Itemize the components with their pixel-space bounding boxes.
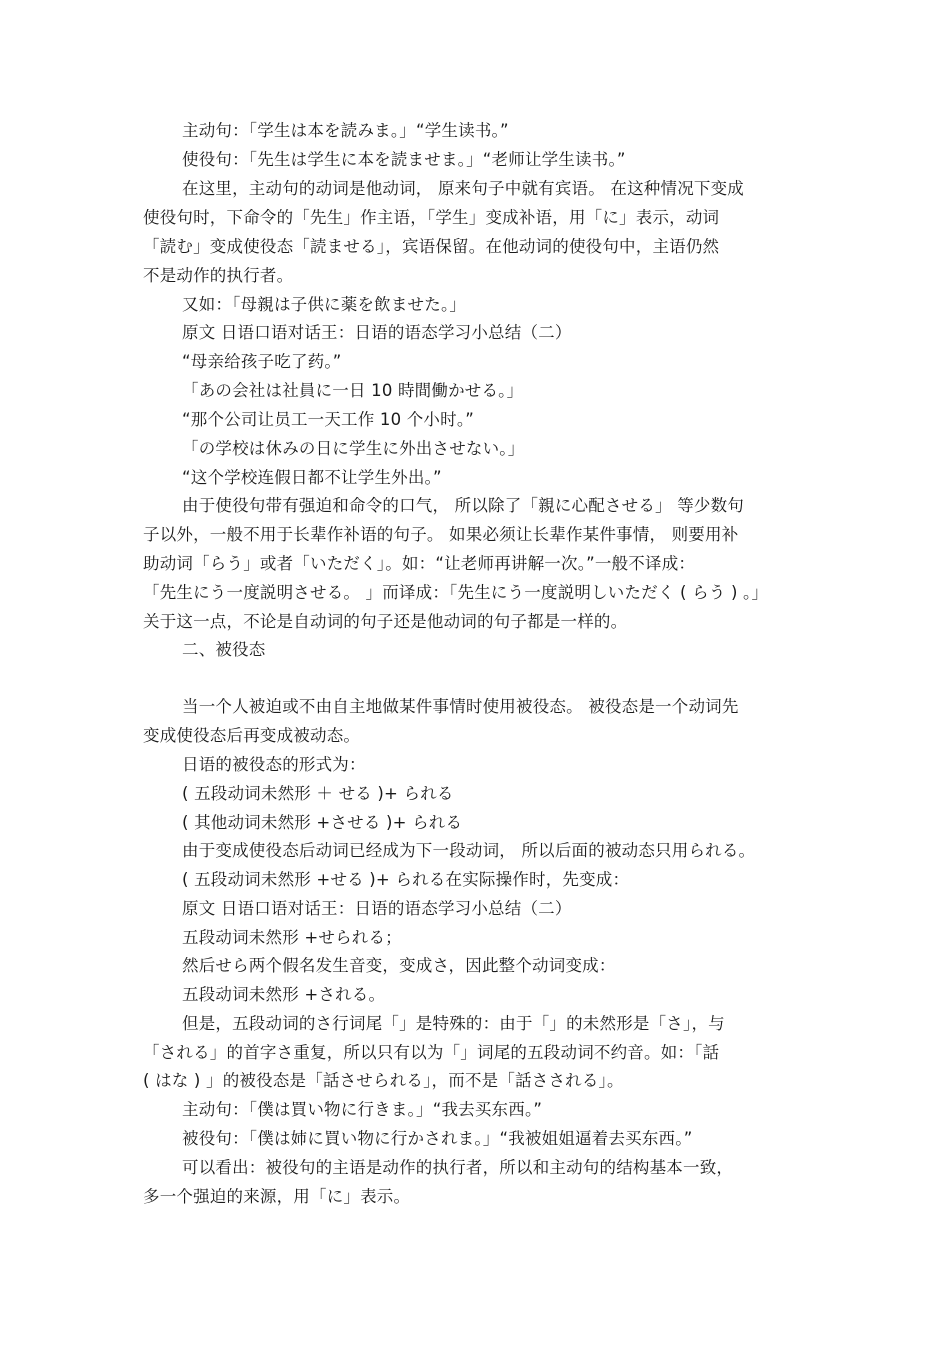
example-active-sentence: 主动句：「学生は本を読みま。」“学生读书。” bbox=[182, 121, 509, 140]
paragraph-line: 可以看出：被役句的主语是动作的执行者，所以和主动句的结构基本一致， bbox=[182, 1158, 734, 1177]
source-note: 原文 日语口语对话王：日语的语态学习小总结（二） bbox=[182, 899, 572, 918]
paragraph-line: 然后せら两个假名发生音变，变成さ，因此整个动词变成： bbox=[182, 956, 616, 975]
example-passive-causative-sentence: 被役句：「僕は姉に買い物に行かされま。」“我被姐姐逼着去买东西。” bbox=[182, 1129, 693, 1148]
paragraph-line: 子以外，一般不用于长辈作补语的句子。 如果必须让长辈作某件事情， 则要用补 bbox=[143, 525, 739, 544]
paragraph-line: 但是，五段动词的さ行词尾「」是特殊的：由于「」的未然形是「さ」，与 bbox=[182, 1014, 725, 1033]
example-line: “那个公司让员工一天工作 10 个小时。” bbox=[182, 410, 475, 429]
formula-line: ( 五段动词未然形 ＋ せる )+ られる bbox=[182, 784, 454, 803]
paragraph-line: 当一个人被迫或不由自主地做某件事情时使用被役态。 被役态是一个动词先 bbox=[182, 697, 739, 716]
formula-line: ( 其他动词未然形 +させる )+ られる bbox=[182, 813, 463, 832]
formula-line: ( 五段动词未然形 +せる )+ られる在实际操作时，先变成： bbox=[182, 870, 630, 889]
example-line: 「あの会社は社員に一日 10 時間働かせる。」 bbox=[182, 381, 524, 400]
paragraph-line: 关于这一点，不论是自动词的句子还是他动词的句子都是一样的。 bbox=[143, 612, 628, 631]
section-heading: 二、被役态 bbox=[182, 640, 266, 659]
example-line: “母亲给孩子吃了药。” bbox=[182, 352, 342, 371]
example-line: 又如：「母親は子供に薬を飲ませた。」 bbox=[182, 295, 467, 314]
paragraph-line: 由于变成使役态后动词已经成为下一段动词， 所以后面的被动态只用られる。 bbox=[182, 841, 756, 860]
source-note: 原文 日语口语对话王：日语的语态学习小总结（二） bbox=[182, 323, 572, 342]
paragraph-line: ( はな ) 」的被役态是「話させられる」，而不是「話さされる」。 bbox=[143, 1071, 624, 1090]
paragraph-line: 「先生にう一度説明させる。 」而译成：「先生にう一度説明しいただく ( らう ) 。」 bbox=[143, 583, 769, 602]
paragraph-line: 「読む」变成使役态「読ませる」，宾语保留。在他动词的使役句中，主语仍然 bbox=[143, 237, 720, 256]
paragraph-line: 使役句时，下命令的「先生」作主语，「学生」变成补语，用「に」表示，动词 bbox=[143, 208, 720, 227]
paragraph-line: 助动词「らう」或者「いただく」。如：“让老师再讲解一次。”一般不译成： bbox=[143, 554, 696, 573]
paragraph-line: 「される」的首字さ重复，所以只有以为「」词尾的五段动词不约音。如：「話 bbox=[143, 1043, 720, 1062]
paragraph-line: 变成使役态后再变成被动态。 bbox=[143, 726, 361, 745]
paragraph-line: 日语的被役态的形式为： bbox=[182, 755, 366, 774]
formula-line: 五段动词未然形 +される。 bbox=[182, 985, 386, 1004]
example-line: 「の学校は休みの日に学生に外出させない。」 bbox=[182, 439, 525, 458]
example-active-sentence: 主动句：「僕は買い物に行きま。」“我去买东西。” bbox=[182, 1100, 543, 1119]
example-causative-sentence: 使役句：「先生は学生に本を読ませま。」“老师让学生读书。” bbox=[182, 150, 626, 169]
formula-line: 五段动词未然形 +せられる； bbox=[182, 928, 402, 947]
paragraph-line: 在这里，主动句的动词是他动词， 原来句子中就有宾语。 在这种情况下变成 bbox=[182, 179, 744, 198]
paragraph-line: 不是动作的执行者。 bbox=[143, 266, 294, 285]
paragraph-line: 由于使役句带有强迫和命令的口气， 所以除了「親に心配させる」 等少数句 bbox=[182, 496, 744, 515]
paragraph-line: 多一个强迫的来源，用「に」表示。 bbox=[143, 1187, 411, 1206]
example-line: “这个学校连假日都不让学生外出。” bbox=[182, 468, 442, 487]
